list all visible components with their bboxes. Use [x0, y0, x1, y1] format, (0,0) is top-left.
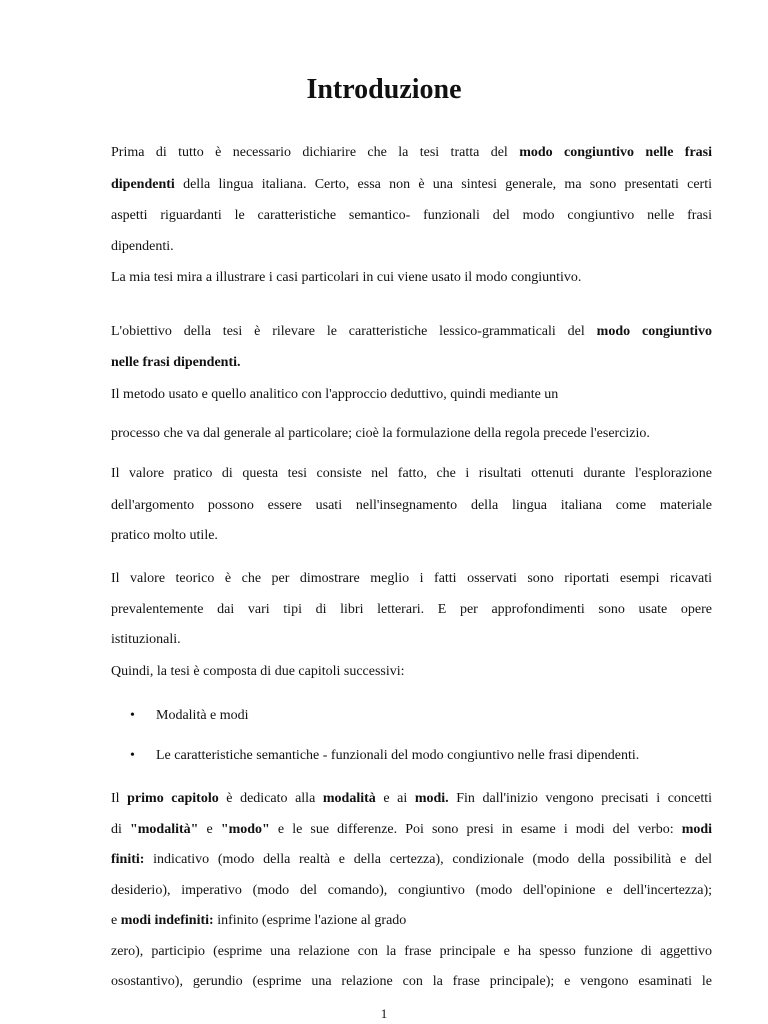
- p3-line-2: [111, 353, 712, 373]
- text-span: di: [111, 822, 122, 837]
- bold-span: primo capitolo: [127, 791, 219, 806]
- p7-line-1: Quindi, la tesi è composta di due capitoli successivi:: [111, 664, 405, 679]
- p8-line-2: [111, 820, 712, 840]
- p6-line-1: Il valore teorico è che per dimostrare meglio i fatti osservati sono riportati esempi ricavati: [111, 571, 712, 586]
- p8-line-3: [111, 850, 712, 870]
- p1-line-3: aspetti riguardanti le caratteristiche semantico- funzionali del modo congiuntivo nelle frasi: [111, 208, 712, 223]
- list-item: Le caratteristiche semantiche - funzionali del modo congiuntivo nelle frasi dipendenti.: [156, 748, 640, 763]
- bold-span: modi.: [414, 791, 449, 806]
- text-span: infinito (esprime l'azione al grado: [217, 913, 407, 928]
- text-span: L'obiettivo della tesi è rilevare le caratteristiche lessico-grammaticali del: [111, 324, 585, 339]
- bold-span: nelle frasi dipendenti.: [111, 355, 241, 370]
- bold-span: modo congiuntivo nelle frasi: [519, 145, 712, 160]
- p1-line-2: [111, 175, 712, 195]
- text-span: Fin dall'inizio vengono precisati i concetti: [456, 791, 713, 806]
- p6-line-3: istituzionali.: [111, 632, 181, 647]
- p5-line-3: pratico molto utile.: [111, 528, 218, 543]
- p4-line-1: Il metodo usato e quello analitico con l'approccio deduttivo, quindi mediante un: [111, 387, 559, 402]
- bullet-icon: •: [130, 748, 135, 763]
- p8-line-4: desiderio), imperativo (modo del comando), congiuntivo (modo dell'opinione e dell'incertezza);: [111, 883, 712, 898]
- bold-span: modi indefiniti:: [120, 913, 214, 928]
- p5-line-2: dell'argomento possono essere usati nell'insegnamento della lingua italiana come materiale: [111, 498, 712, 513]
- p5-line-1: Il valore pratico di questa tesi consiste nel fatto, che i risultati ottenuti durante l'esplorazione: [111, 466, 712, 481]
- text-span: Prima di tutto è necessario dichiarire che la tesi tratta del: [111, 145, 508, 160]
- p3-line-1: [111, 322, 712, 342]
- bold-span: "modo": [220, 822, 270, 837]
- p8-line-7: οsostantivo), gerundio (esprime una relazione con la frase principale); e vengono esaminati le: [111, 974, 712, 989]
- text-span: della lingua italiana. Certo, essa non è una sintesi generale, ma sono presentati certi: [183, 177, 712, 192]
- page-title: Introduzione: [306, 74, 462, 105]
- p8-line-1: [111, 789, 712, 809]
- bold-span: modi: [681, 822, 713, 837]
- p2-line-1: La mia tesi mira a illustrare i casi particolari in cui viene usato il modo congiuntivo.: [111, 270, 582, 285]
- bold-span: "modalità": [129, 822, 199, 837]
- p8-line-6: zero), participio (esprime una relazione con la frase principale e ha spesso funzione di aggettivo: [111, 944, 712, 959]
- list-item: Modalità e modi: [156, 708, 249, 723]
- text-span: e: [111, 913, 118, 928]
- text-span: è dedicato alla: [226, 791, 316, 806]
- bold-span: dipendenti: [111, 177, 175, 192]
- text-span: indicativo (modo della realtà e della certezza), condizionale (modo della possibilità e del: [153, 852, 712, 867]
- text-span: Il: [111, 791, 120, 806]
- bullet-icon: •: [130, 708, 135, 723]
- p8-line-5: [111, 911, 712, 931]
- bold-span: finiti:: [111, 852, 145, 867]
- bold-span: modalità: [322, 791, 376, 806]
- page-number: 1: [380, 1006, 388, 1021]
- text-span: e le sue differenze. Poi sono presi in esame i modi del verbo:: [277, 822, 674, 837]
- p1-line-4: dipendenti.: [111, 239, 174, 254]
- bold-span: modo congiuntivo: [596, 324, 712, 339]
- p6-line-2: prevalentemente dai vari tipi di libri letterari. E per approfondimenti sono usate opere: [111, 602, 712, 617]
- text-span: e ai: [383, 791, 408, 806]
- text-span: e: [206, 822, 213, 837]
- p1-line-1: [111, 143, 712, 163]
- p4-line-2: processo che va dal generale al particolare; cioè la formulazione della regola precede l'esercizio.: [111, 426, 650, 441]
